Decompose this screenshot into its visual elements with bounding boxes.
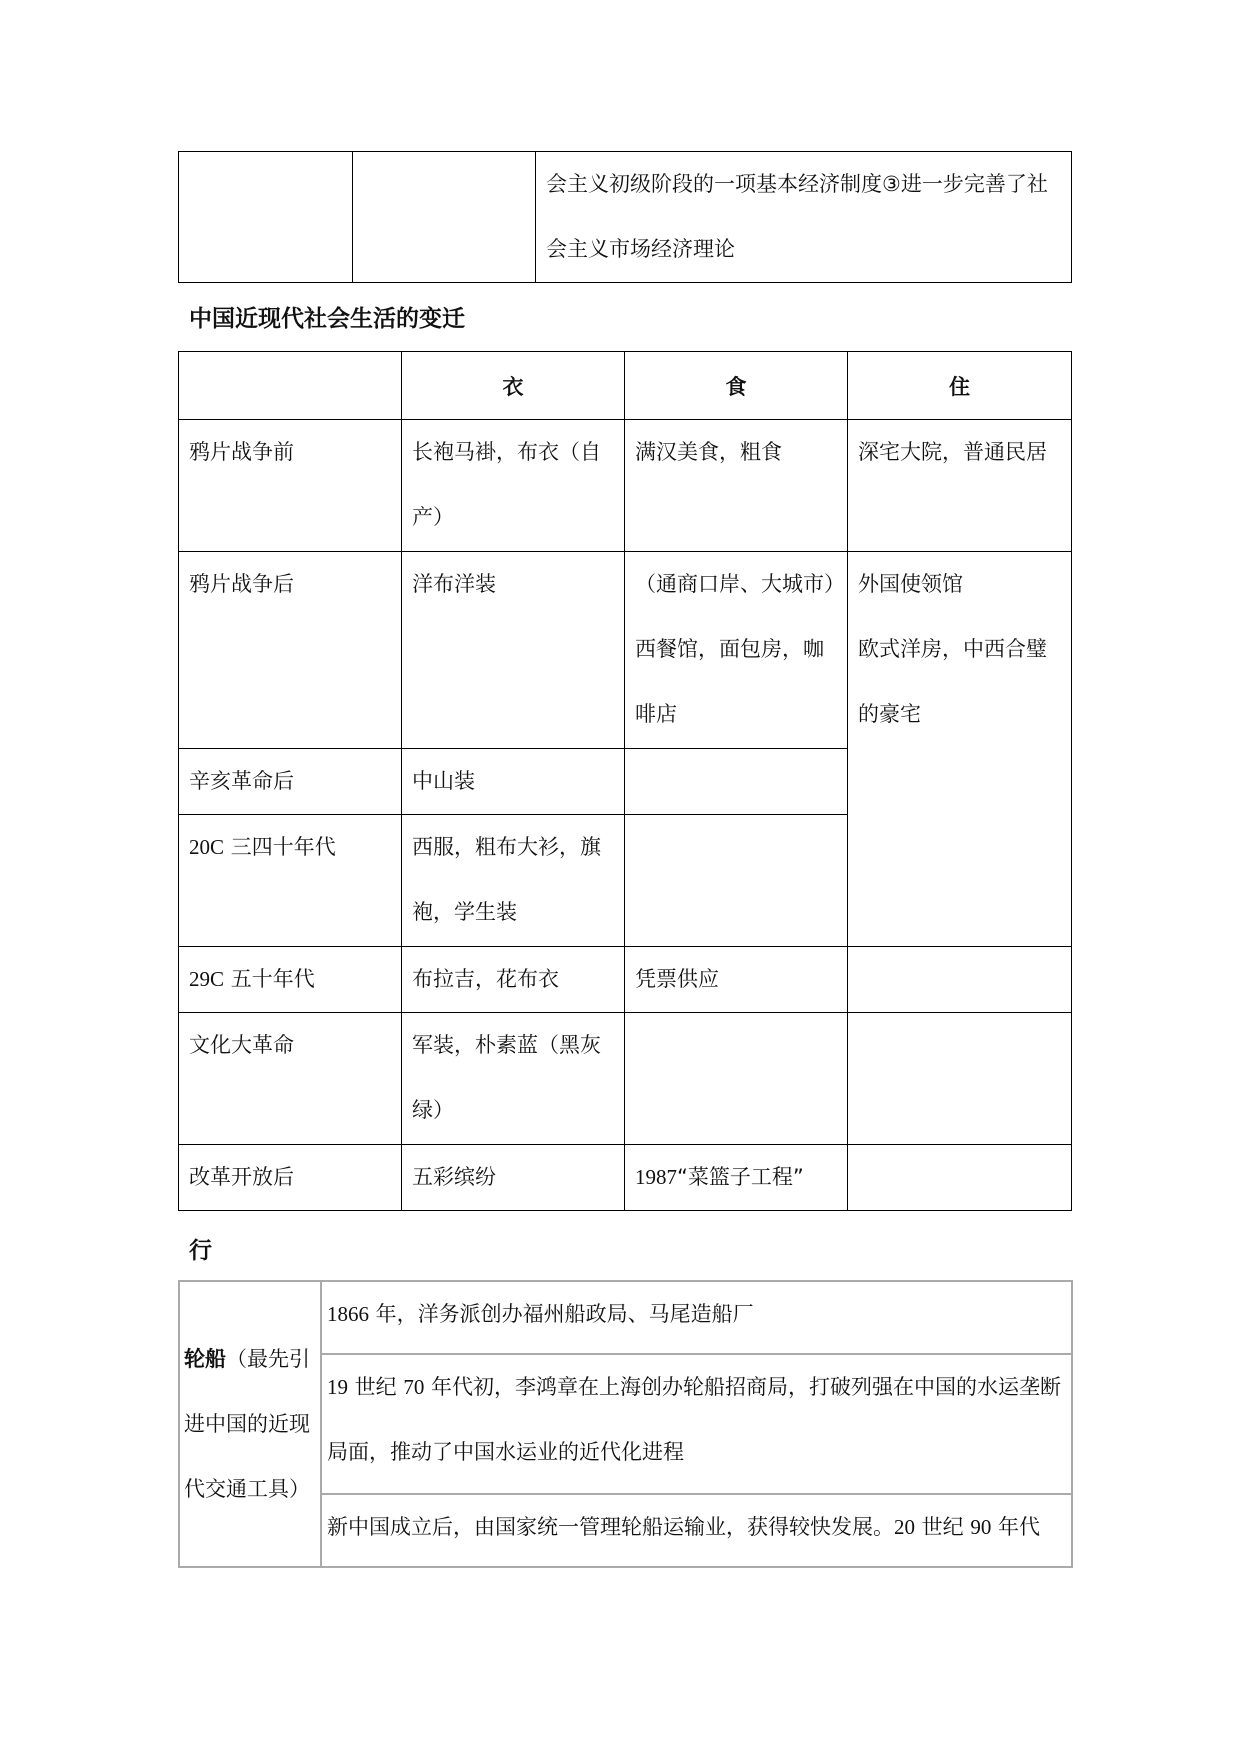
- period-cell: [179, 947, 402, 1013]
- table-cell: 会主义初级阶段的一项基本经济制度③进一步完善了社会主义市场经济理论: [536, 152, 1072, 283]
- event-text: 新中国成立后，由国家统一管理轮船运输业，获得较快发展。: [327, 1515, 894, 1539]
- food-cell: [625, 749, 848, 815]
- century-number: 20: [894, 1515, 915, 1539]
- housing-cell: [848, 947, 1072, 1013]
- period-cell: [179, 815, 402, 947]
- event-text: 世纪: [915, 1515, 971, 1539]
- period-cell: 辛亥革命后: [179, 749, 402, 815]
- housing-line: 欧式洋房，中西合璧的豪宅: [858, 637, 1047, 726]
- housing-cell: 深宅大院，普通民居: [848, 420, 1072, 552]
- period-cell: 鸦片战争前: [179, 420, 402, 552]
- vehicle-description: （最先引进中国的近现代交通工具）: [184, 1346, 310, 1501]
- clothing-cell: 长袍马褂，布衣（自产）: [402, 420, 625, 552]
- event-cell: [321, 1354, 1072, 1494]
- clothing-cell: 军装，朴素蓝（黑灰绿）: [402, 1013, 625, 1145]
- decade-number: 70: [403, 1375, 425, 1399]
- table-row: [179, 1281, 1072, 1354]
- travel-table: [178, 1280, 1073, 1568]
- table-row: [179, 420, 1072, 552]
- event-text: 年代: [991, 1515, 1041, 1539]
- food-cell: （通商口岸、大城市）西餐馆，面包房，咖啡店: [625, 552, 848, 749]
- decade-number: 90: [970, 1515, 992, 1539]
- vehicle-label-cell: [179, 1281, 321, 1567]
- event-text: 年，洋务派创办福州船政局、马尾造船厂: [369, 1302, 754, 1326]
- section-title: 中国近现代社会生活的变迁: [189, 306, 465, 332]
- period-number: 29C: [189, 967, 225, 991]
- housing-cell: [848, 1145, 1072, 1211]
- table-cell: [179, 152, 353, 283]
- header-cell: 食: [625, 352, 848, 420]
- year-number: 1987: [635, 1165, 677, 1189]
- table-row: [179, 1013, 1072, 1145]
- food-cell: [625, 1145, 848, 1211]
- event-cell: [321, 1281, 1072, 1354]
- vehicle-name: 轮船: [184, 1346, 226, 1371]
- continuation-table: [178, 151, 1072, 283]
- housing-line: 外国使领馆: [858, 572, 963, 596]
- year-number: 1866: [327, 1302, 369, 1326]
- period-text: 三四十年代: [224, 835, 336, 859]
- period-text: 五十年代: [224, 967, 315, 991]
- clothing-cell: 布拉吉，花布衣: [402, 947, 625, 1013]
- header-cell: [179, 352, 402, 420]
- event-text: 年代初，李鸿章在上海创办轮船招商局，打破列强在中国的水运垄断局面，推动了中国水运业的近代化进程: [327, 1375, 1062, 1464]
- food-cell: 凭票供应: [625, 947, 848, 1013]
- social-life-table: [178, 351, 1072, 1211]
- clothing-cell: 西服，粗布大衫，旗袍，学生装: [402, 815, 625, 947]
- housing-cell: [848, 552, 1072, 947]
- food-text: “菜篮子工程”: [677, 1165, 804, 1189]
- event-cell: [321, 1494, 1072, 1567]
- century-number: 19: [327, 1375, 348, 1399]
- header-cell: 衣: [402, 352, 625, 420]
- housing-cell: [848, 1013, 1072, 1145]
- clothing-cell: 中山装: [402, 749, 625, 815]
- food-cell: [625, 1013, 848, 1145]
- period-number: 20C: [189, 835, 225, 859]
- event-text: 世纪: [348, 1375, 404, 1399]
- table-row: [179, 1145, 1072, 1211]
- section-title: 行: [189, 1238, 212, 1264]
- clothing-cell: 洋布洋装: [402, 552, 625, 749]
- period-cell: 鸦片战争后: [179, 552, 402, 749]
- clothing-cell: 五彩缤纷: [402, 1145, 625, 1211]
- table-row: [179, 152, 1072, 283]
- table-row: [179, 552, 1072, 749]
- food-cell: [625, 815, 848, 947]
- table-row: [179, 947, 1072, 1013]
- food-cell: 满汉美食，粗食: [625, 420, 848, 552]
- period-cell: 文化大革命: [179, 1013, 402, 1145]
- table-cell: [353, 152, 536, 283]
- period-cell: 改革开放后: [179, 1145, 402, 1211]
- table-header-row: [179, 352, 1072, 420]
- header-cell: 住: [848, 352, 1072, 420]
